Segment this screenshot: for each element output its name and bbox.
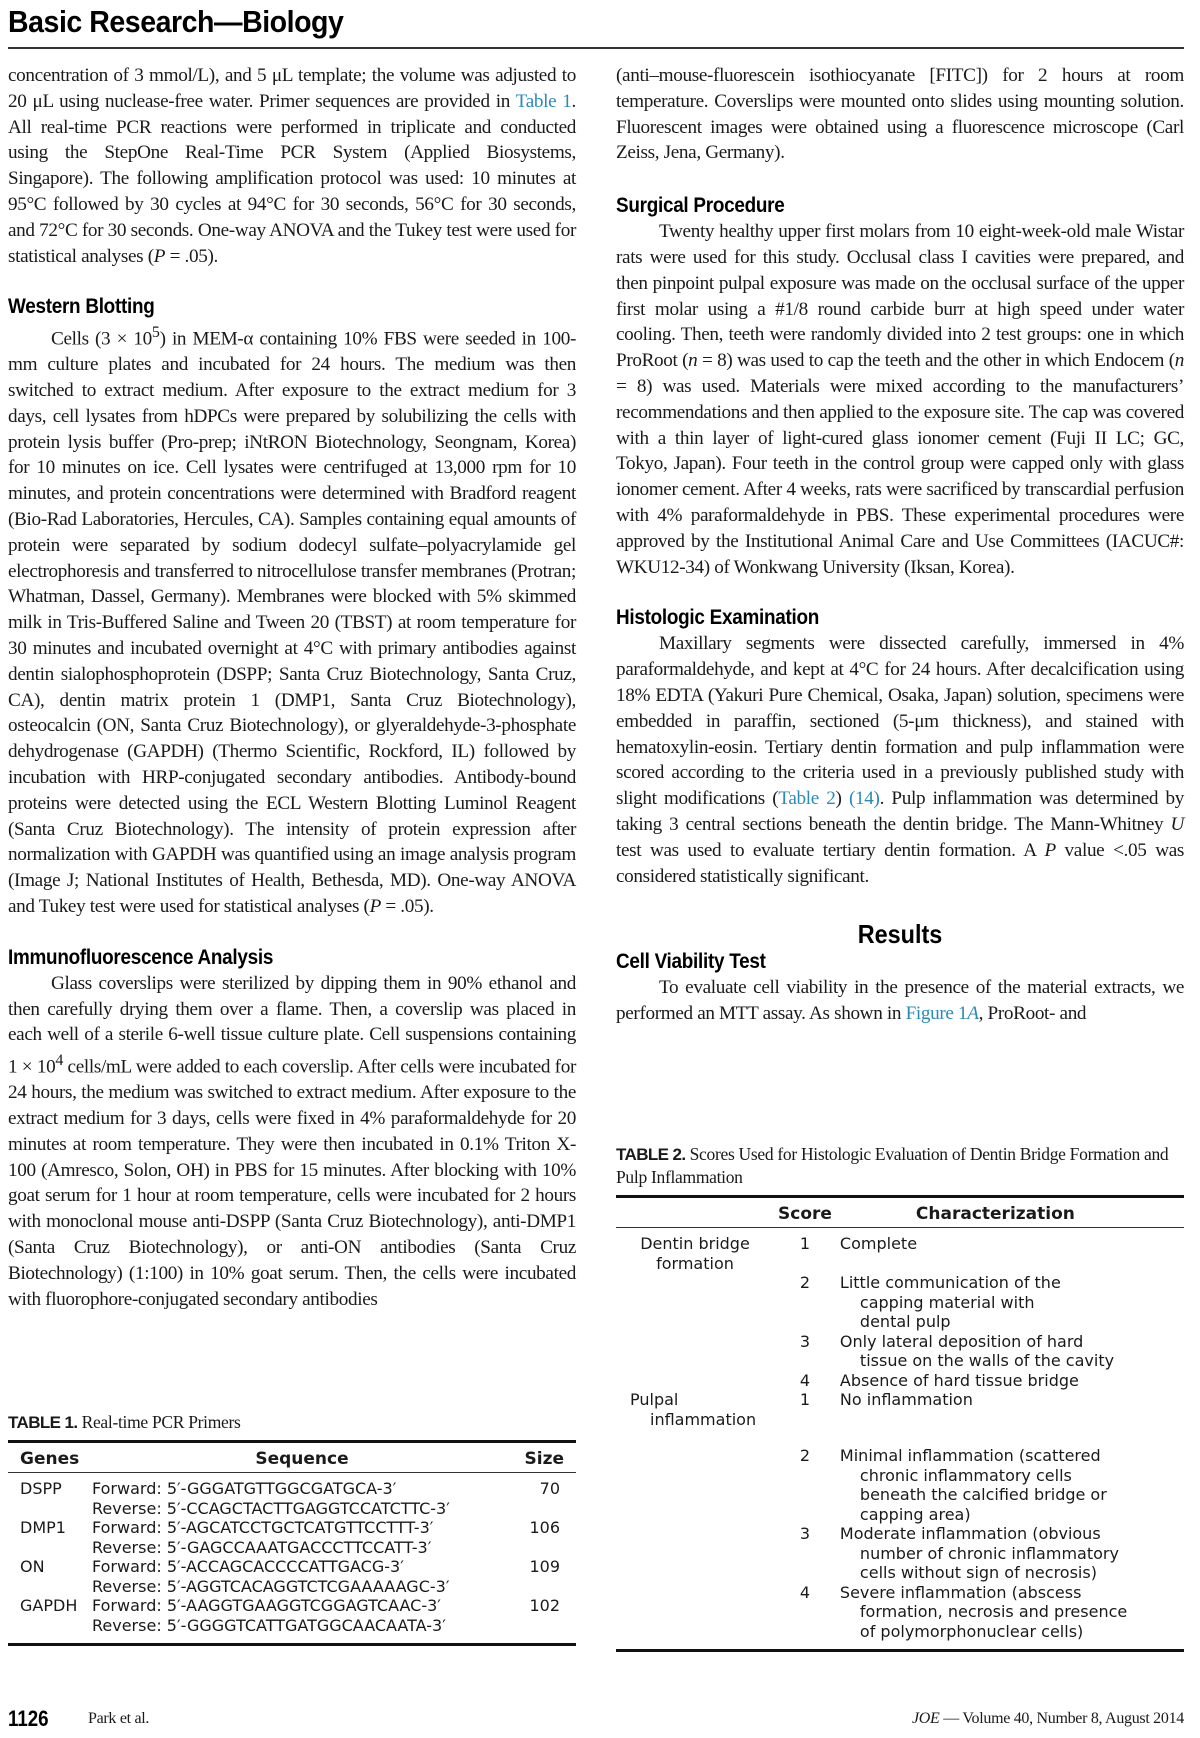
- table-row: GAPDH Forward: 5′-AAGGTGAAGGTCGGAGTCAAC-3′ Reverse: 5′-GGGGTCATTGATGGCAACAATA-3′ 102: [20, 1596, 560, 1635]
- histologic-examination-paragraph: Maxillary segments were dissected carefully, immersed in 4% paraformaldehyde, and kept at 4°C for 24 hours. After decalcification using 18% EDTA (Yakuri Pure Chemical, Osaka, Japan) solution, specimens were embedded in paraffin, sectioned (5-μm thickness), and stained with hematoxylin-eosin. Tertiary dentin formation and pulp inflammation were scored according to the criteria used in a previously published study with slight modifications (Table 2) (14). Pulp inflammation was determined by taking 3 central sections beneath the dentin bridge. The Mann-Whitney U test was used to evaluate tertiary dentin formation. A P value <.05 was considered statistically significant.: [616, 633, 1184, 887]
- section-heading-histologic-examination: Histologic Examination: [616, 606, 820, 630]
- surgical-procedure-paragraph: Twenty healthy upper first molars from 10 eight-week-old male Wistar rats were used for this study. Occlusal class I cavities were prepared, and then pinpoint pulpal exposure was made on the occlusal surface of the upper first molar using a #1/8 round carbide burr at high speed under water cooling. Then, teeth were randomly divided into 2 test groups: one in which ProRoot (n = 8) was used to cap the teeth and the other in which Endocem (n = 8) was used. Materials were mixed according to the manufacturers’ recommendations and then applied to the exposure site. The cap was covered with a thin layer of light-cured glass ionomer cement (Fuji II LC; GC, Tokyo, Japan). Four teeth in the control group were capped only with glass ionomer cement. After 4 weeks, rats were sacrificed by transcardial perfusion with 4% paraformaldehyde in PBS. These experimental procedures were approved by the Institutional Animal Care and Use Committees (IACUC#: WKU12-34) of Wonkwang University (Iksan, Korea).: [616, 221, 1184, 578]
- table-row: 4 Absence of hard tissue bridge: [799, 1370, 1079, 1390]
- table-row: Dentin bridge formation 1 Complete: [640, 1234, 918, 1273]
- col-header-category: [616, 1197, 774, 1228]
- footer-authors: Park et al.: [88, 1710, 150, 1727]
- header-rule: [8, 47, 1184, 49]
- table-row: ON Forward: 5′-ACCAGCACCCCATTGACG-3′ Reverse: 5′-AGGTCACAGGTCTCGAAAAAGC-3′ 109: [20, 1557, 560, 1596]
- col-header-genes: Genes: [8, 1442, 88, 1473]
- table-2: [616, 1143, 1184, 1652]
- table-2-caption: TABLE 2. Scores Used for Histologic Evaluation of Dentin Bridge Formation and Pulp Inflammation: [616, 1144, 1169, 1187]
- running-head: Basic Research—Biology: [8, 4, 344, 39]
- footer-journal-info: JOE — Volume 40, Number 8, August 2014: [911, 1710, 1184, 1727]
- table-2-grid: [616, 1195, 1184, 1652]
- table-row: 2 Little communication of the capping material with dental pulp: [799, 1273, 1061, 1331]
- table-row: DMP1 Forward: 5′-AGCATCCTGCTCATGTTCCTTT-3′ Reverse: 5′-GAGCCAAATGACCCTTCCATT-3′ 106: [20, 1518, 560, 1557]
- section-heading-western-blotting: Western Blotting: [8, 295, 155, 318]
- table-row: 3 Moderate inflammation (obvious number of chronic inflammatory cells without sign of necrosis): [799, 1524, 1119, 1582]
- table-1-link[interactable]: Table 1: [515, 90, 572, 112]
- reference-14-link[interactable]: (14): [848, 788, 880, 810]
- table-row: DSPP Forward: 5′-GGGATGTTGGCGATGCA-3′ Reverse: 5′-CCAGCTACTTGAGGTCCATCTTC-3′ 70: [20, 1479, 560, 1518]
- col-header-size: Size: [516, 1442, 576, 1473]
- table-row: 3 Only lateral deposition of hard tissue on the walls of the cavity: [799, 1331, 1115, 1370]
- table-1-caption: TABLE 1. Real-time PCR Primers: [8, 1412, 241, 1432]
- left-column: [8, 63, 576, 1312]
- section-heading-cell-viability: Cell Viability Test: [616, 950, 766, 974]
- cell-viability-paragraph: To evaluate cell viability in the presence of the material extracts, we performed an MTT assay. As shown in Figure 1A, ProRoot- and: [616, 977, 1184, 1025]
- page-number: 1126: [8, 1706, 49, 1731]
- table-row: 4 Severe inflammation (abscess formation, necrosis and presence of polymorphonuclear cells): [799, 1582, 1128, 1641]
- table-1: [8, 1411, 576, 1646]
- western-blotting-paragraph: Cells $(3 \times 10^5)$ in MEM-α containing 10% FBS were seeded in 100-mm culture plates and incubated for 24 hours. The medium was then switched to extract medium. After exposure to the extract medium for 3 days, cell lysates from hDPCs were prepared by solubilizing the cells with protein lysis buffer (Pro-prep; iNtRON Biotechnology, Seongnam, Korea) for 10 minutes on ice. Cell lysates were centrifuged at 13,000 rpm for 10 minutes, and protein concentrations were determined with Bradford reagent (Bio-Rad Laboratories, Hercules, CA). Samples containing equal amounts of protein were separated by sodium dodecyl sulfate–polyacrylamide gel electrophoresis and transferred to nitrocellulose transfer membranes (Protran; Whatman, Dassel, Germany). Membranes were blocked with 5% skimmed milk in Tris-Buffered Saline and Tween 20 (TBST) at room temperature for 30 minutes and incubated overnight at 4°C with primary antibodies against dentin sialophosphoprotein (DSPP; Santa Cruz Biotechnology, Santa Cruz, CA), dentin matrix protein 1 (DMP1, Santa Cruz Biotechnology), osteocalcin (ON, Santa Cruz Biotechnology), or glyeraldehyde-3-phosphate dehydrogenase (GAPDH) (Thermo Scientific, Rockford, IL) followed by incubation with HRP-conjugated secondary antibodies. Antibody-bound proteins were detected using the ECL Western Blotting Luminol Reagent (Santa Cruz Biotechnology). The intensity of protein expression after normalization with GAPDH was quantified using an image analysis program (Image J; National Institutes of Health, Bethesda, MD). One-way ANOVA and Tukey test were used for statistical analyses (P = .05).: [8, 324, 576, 917]
- table-2-link[interactable]: Table 2: [778, 788, 836, 810]
- col-header-sequence: Sequence: [88, 1442, 516, 1473]
- col-header-score: Score: [774, 1197, 836, 1228]
- section-heading-immunofluorescence: Immunofluorescence Analysis: [8, 945, 274, 969]
- figure-1a-link[interactable]: Figure 1A: [905, 1003, 979, 1025]
- table-row: Pulpal inflammation 1 No inflammation: [630, 1390, 973, 1429]
- section-heading-surgical-procedure: Surgical Procedure: [616, 194, 785, 218]
- immunofluorescence-continuation: (anti–mouse-fluorescein isothiocyanate [FITC]) for 2 hours at room temperature. Coverslips were mounted onto slides using mounting solution. Fluorescent images were obtained using a fluorescence microscope (Carl Zeiss, Jena, Germany).: [616, 65, 1184, 164]
- table-row: 2 Minimal inflammation (scattered chronic inflammatory cells beneath the calcified bridge or capping area): [799, 1446, 1107, 1524]
- methods-pcr-paragraph: concentration of 3 mmol/L), and 5 μL template; the volume was adjusted to 20 μL using nuclease-free water. Primer sequences are provided in Table 1. All real-time PCR reactions were performed in triplicate and conducted using the StepOne Real-Time PCR System (Applied Biosystems, Singapore). The following amplification protocol was used: 10 minutes at 95°C followed by 30 cycles at 94°C for 30 seconds, 56°C for 30 seconds, and 72°C for 30 seconds. One-way ANOVA and the Tukey test were used for statistical analyses (P = .05).: [8, 65, 576, 267]
- page-footer: [8, 1706, 1184, 1736]
- section-heading-results: Results: [857, 919, 943, 950]
- right-column: [616, 63, 1184, 1027]
- col-header-characterization: Characterization: [836, 1197, 1184, 1228]
- immunofluorescence-paragraph: Glass coverslips were sterilized by dipping them in 90% ethanol and then carefully drying them over a flame. Then, a coverslip was placed in each well of a sterile 6-well tissue culture plate. Cell suspensions containing $1 \times 10^4$ cells/mL were added to each coverslip. After cells were incubated for 24 hours, the medium was switched to extract medium. After exposure to the extract medium for 3 days, cells were fixed in 4% paraformaldehyde for 20 minutes at room temperature. They were then incubated in 0.1% Triton X-100 (Amresco, Solon, OH) in PBS for 15 minutes. After blocking with 10% goat serum for 1 hour at room temperature, cells were incubated for 2 hours with monoclonal mouse anti-DSPP (Santa Cruz Biotechnology), anti-DMP1 (Santa Cruz Biotechnology), or anti-ON antibodies (Santa Cruz Biotechnology) (1:100) in 10% goat serum. Then, the cells were incubated with fluorophore-conjugated secondary antibodies: [8, 972, 576, 1310]
- table-1-grid: [8, 1440, 576, 1646]
